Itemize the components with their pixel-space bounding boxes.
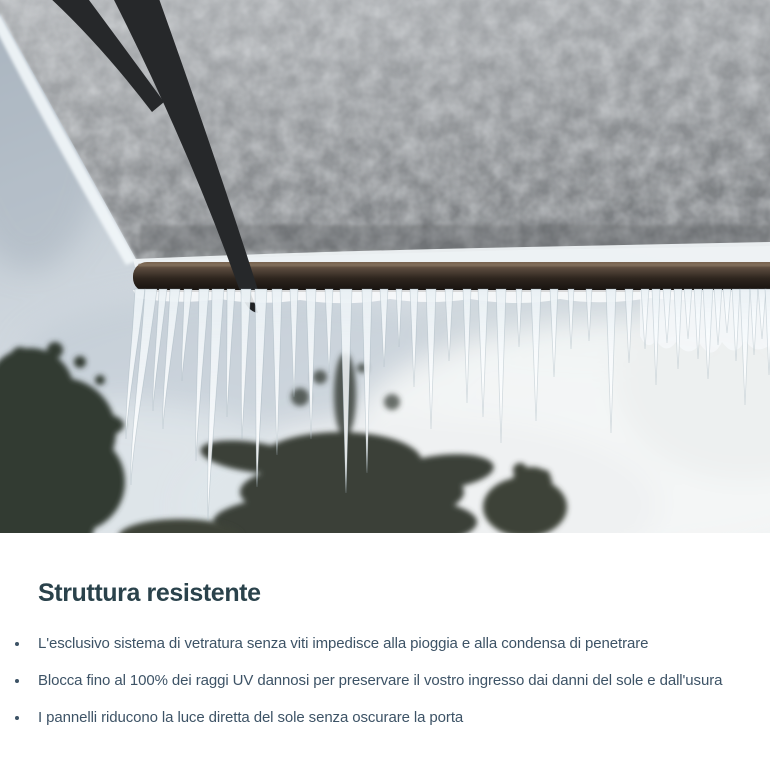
feature-text-block: [0, 533, 770, 770]
bullet-dot-icon: [15, 679, 19, 683]
bullet-dot-icon: [15, 716, 19, 720]
bullet-item: [38, 670, 760, 692]
bullet-text: I pannelli riducono la luce diretta del sole senza oscurare la porta: [38, 709, 464, 726]
awning-front-bar: [133, 262, 770, 292]
bullet-dot-icon: [15, 642, 19, 646]
bullet-text: L'esclusivo sistema di vetratura senza viti impedisce alla pioggia e alla condensa di penetrare: [38, 635, 649, 652]
bullet-item: [38, 707, 760, 729]
feature-bullet-list: [38, 633, 760, 729]
bullet-item: [38, 633, 760, 655]
feature-heading: Struttura resistente: [38, 579, 261, 607]
bullet-text: Blocca fino al 100% dei raggi UV dannosi per preservare il vostro ingresso dai danni del sole e dall'usura: [38, 672, 723, 689]
